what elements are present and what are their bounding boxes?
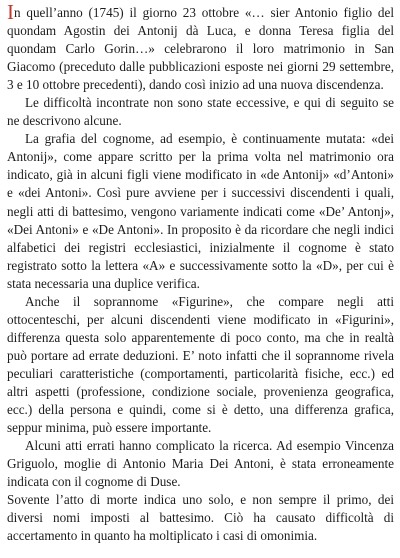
paragraph-text: n quell’anno (1745) il giorno 23 ottobre «… sier Antonio figlio del quondam Agostin dei Antonij dà Luca, e donna Teresa figlia del quondam Carlo Gorin…» celebrarono il loro matrimonio in San Giacomo (preceduto dalle pubblicazioni esposte nei giorni 29 settembre, 3 e 10 ottobre precedenti), dando così inizio ad una nuova discendenza. xyxy=(7,5,394,93)
paragraph-difficulties: Le difficoltà incontrate non sono state eccessive, e qui di seguito se ne descrivono alcune. xyxy=(7,95,394,129)
drop-cap-letter: I xyxy=(7,0,14,24)
paragraph-surname-spelling: La grafia del cognome, ad esempio, è continuamente mutata: «dei Antonij», come appare scritto per la prima volta nel matrimonio ora indicato, già in alcuni figli viene modificato in «de Antonij» «d’Antoni» e «dei Antoni». Così pure avviene per i successivi discendenti i quali, negli atti di battesimo, vengono variamente indicati come «De’ Antonj», «Dei Antoni» e «De Antoni». In proposito è da ricordare che negli indici alfabetici dei registri ecclesiastici, inizialmente il cognome è stato registrato sotto la lettera «A» e successivamente sotto la «D», per cui è stata necessaria una duplice verifica. xyxy=(7,131,394,291)
paragraph-death-records: Sovente l’atto di morte indica uno solo, e non sempre il primo, dei diversi nomi imposti al battesimo. Ciò ha causato difficoltà di accertamento in quanto ha moltiplicato i casi di omonimia. xyxy=(7,492,394,544)
paragraph-nickname: Anche il soprannome «Figurine», che compare negli atti ottocenteschi, per alcuni discendenti viene modificato in «Figurini», differenza questa solo apparentemente di poco conto, ma che in realtà può portare ad errate deduzioni. E’ noto infatti che il soprannome rivela peculiari caratteristiche (comportamenti, particolarità fisiche, ecc.) ed altri aspetti (professione, condizione sociale, provenienza geografica, ecc.) della persona e quindi, come si è detto, una differenza grafica, seppur minima, può essere importante. xyxy=(7,293,394,436)
paragraph-errors: Alcuni atti errati hanno complicato la ricerca. Ad esempio Vincenza Griguolo, moglie di Antonio Maria Dei Antoni, è stata erroneamente indicata con il cognome di Duse. xyxy=(7,438,394,490)
paragraph-intro xyxy=(7,0,394,94)
